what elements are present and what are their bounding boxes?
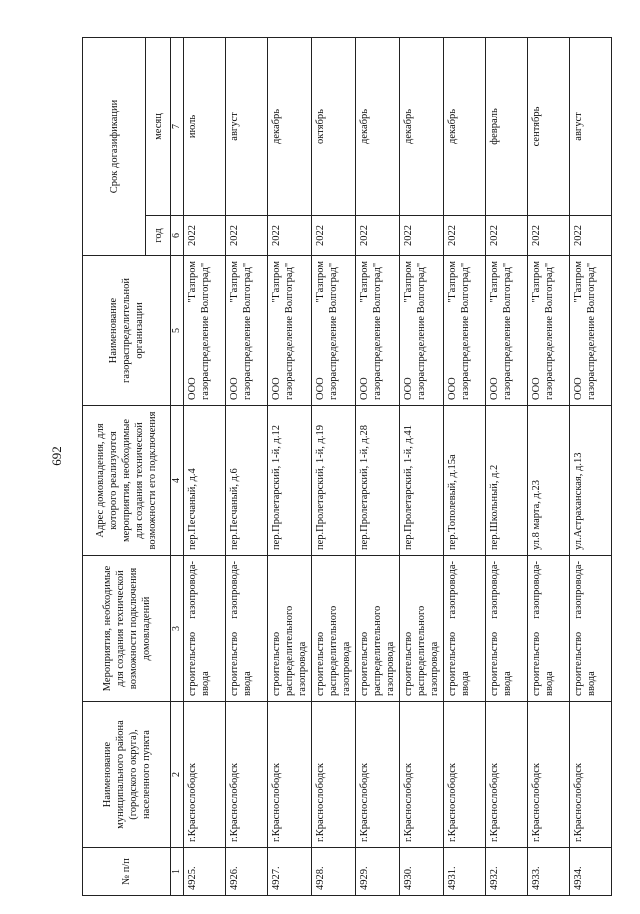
row-address: ул.8 марта, д.23 [528, 406, 570, 556]
header-year: год [146, 216, 171, 256]
row-org: ООО "Газпром газораспределение Волгоград" [570, 256, 612, 406]
row-month: октябрь [312, 37, 356, 215]
row-number: 4931. [444, 848, 486, 896]
row-measure: строительство газопровода-ввода [226, 556, 268, 702]
col-number: 4 [171, 406, 184, 556]
row-measure: строительство распределительного газопровода [312, 556, 356, 702]
row-month: декабрь [400, 37, 444, 215]
page-number: 692 [49, 446, 64, 466]
row-month: август [570, 37, 612, 215]
row-year: 2022 [400, 216, 444, 256]
table-body [184, 37, 612, 895]
table-row [356, 37, 400, 895]
row-address: пер.Песчаный, д.4 [184, 406, 226, 556]
header-month: месяц [146, 37, 171, 215]
row-year: 2022 [312, 216, 356, 256]
row-org: ООО "Газпром газораспределение Волгоград" [184, 256, 226, 406]
table-row [486, 37, 528, 895]
header-num: № п/п [83, 848, 171, 896]
row-locality: г.Краснослободск [184, 702, 226, 848]
header-address: Адрес домовладения, для которого реализуются мероприятия, необходимые для создания технической возможности его подключения [83, 406, 171, 556]
row-address: пер.Песчаный, д.6 [226, 406, 268, 556]
row-locality: г.Краснослободск [268, 702, 312, 848]
header-org: Наименование газораспределительной организации [83, 256, 171, 406]
row-year: 2022 [444, 216, 486, 256]
row-month: декабрь [444, 37, 486, 215]
row-measure: строительство газопровода-ввода [570, 556, 612, 702]
row-number: 4930. [400, 848, 444, 896]
gasification-table [82, 37, 612, 896]
row-org: ООО "Газпром газораспределение Волгоград" [400, 256, 444, 406]
row-address: пер.Пролетарский, 1-й, д.28 [356, 406, 400, 556]
col-number: 5 [171, 256, 184, 406]
row-locality: г.Краснослободск [486, 702, 528, 848]
table-row [268, 37, 312, 895]
row-locality: г.Краснослободск [444, 702, 486, 848]
row-org: ООО "Газпром газораспределение Волгоград" [268, 256, 312, 406]
row-org: ООО "Газпром газораспределение Волгоград" [486, 256, 528, 406]
row-org: ООО "Газпром газораспределение Волгоград" [312, 256, 356, 406]
row-year: 2022 [486, 216, 528, 256]
row-address: пер.Пролетарский, 1-й, д.41 [400, 406, 444, 556]
row-number: 4929. [356, 848, 400, 896]
row-measure: строительство распределительного газопровода [356, 556, 400, 702]
row-address: пер.Тополевый, д.15а [444, 406, 486, 556]
row-year: 2022 [268, 216, 312, 256]
header-measures: Мероприятия, необходимые для создания технической возможности подключения домовладений [83, 556, 171, 702]
table-row [444, 37, 486, 895]
row-year: 2022 [356, 216, 400, 256]
table-row [312, 37, 356, 895]
row-org: ООО "Газпром газораспределение Волгоград" [226, 256, 268, 406]
row-number: 4925. [184, 848, 226, 896]
row-measure: строительство газопровода-ввода [444, 556, 486, 702]
table-row [570, 37, 612, 895]
row-org: ООО "Газпром газораспределение Волгоград" [444, 256, 486, 406]
column-numbers-row [171, 37, 184, 895]
col-number: 6 [171, 216, 184, 256]
row-measure: строительство распределительного газопровода [268, 556, 312, 702]
row-org: ООО "Газпром газораспределение Волгоград" [528, 256, 570, 406]
row-address: пер.Пролетарский, 1-й, д.19 [312, 406, 356, 556]
row-measure: строительство газопровода-ввода [184, 556, 226, 702]
row-month: июль [184, 37, 226, 215]
row-number: 4933. [528, 848, 570, 896]
row-month: сентябрь [528, 37, 570, 215]
row-locality: г.Краснослободск [226, 702, 268, 848]
col-number: 2 [171, 702, 184, 848]
row-month: декабрь [356, 37, 400, 215]
row-measure: строительство распределительного газопровода [400, 556, 444, 702]
row-locality: г.Краснослободск [356, 702, 400, 848]
row-year: 2022 [570, 216, 612, 256]
row-year: 2022 [226, 216, 268, 256]
table-row [528, 37, 570, 895]
row-year: 2022 [184, 216, 226, 256]
row-locality: г.Краснослободск [528, 702, 570, 848]
row-org: ООО "Газпром газораспределение Волгоград" [356, 256, 400, 406]
col-number: 3 [171, 556, 184, 702]
row-address: пер.Пролетарский, 1-й, д.12 [268, 406, 312, 556]
row-number: 4927. [268, 848, 312, 896]
row-address: ул.Астраханская, д.13 [570, 406, 612, 556]
header-term: Срок догазификации [83, 37, 146, 255]
table-row [184, 37, 226, 895]
table-container [82, 38, 622, 896]
row-locality: г.Краснослободск [312, 702, 356, 848]
row-number: 4928. [312, 848, 356, 896]
row-number: 4934. [570, 848, 612, 896]
row-address: пер.Школьный, д.2 [486, 406, 528, 556]
row-year: 2022 [528, 216, 570, 256]
row-locality: г.Краснослободск [400, 702, 444, 848]
row-number: 4932. [486, 848, 528, 896]
row-locality: г.Краснослободск [570, 702, 612, 848]
row-month: декабрь [268, 37, 312, 215]
table-row [400, 37, 444, 895]
col-number: 1 [171, 848, 184, 896]
header-district: Наименование муниципального района (городского округа), населенного пункта [83, 702, 171, 848]
row-month: август [226, 37, 268, 215]
row-measure: строительство газопровода-ввода [486, 556, 528, 702]
col-number: 7 [171, 37, 184, 215]
row-month: февраль [486, 37, 528, 215]
row-measure: строительство газопровода-ввода [528, 556, 570, 702]
table-row [226, 37, 268, 895]
row-number: 4926. [226, 848, 268, 896]
